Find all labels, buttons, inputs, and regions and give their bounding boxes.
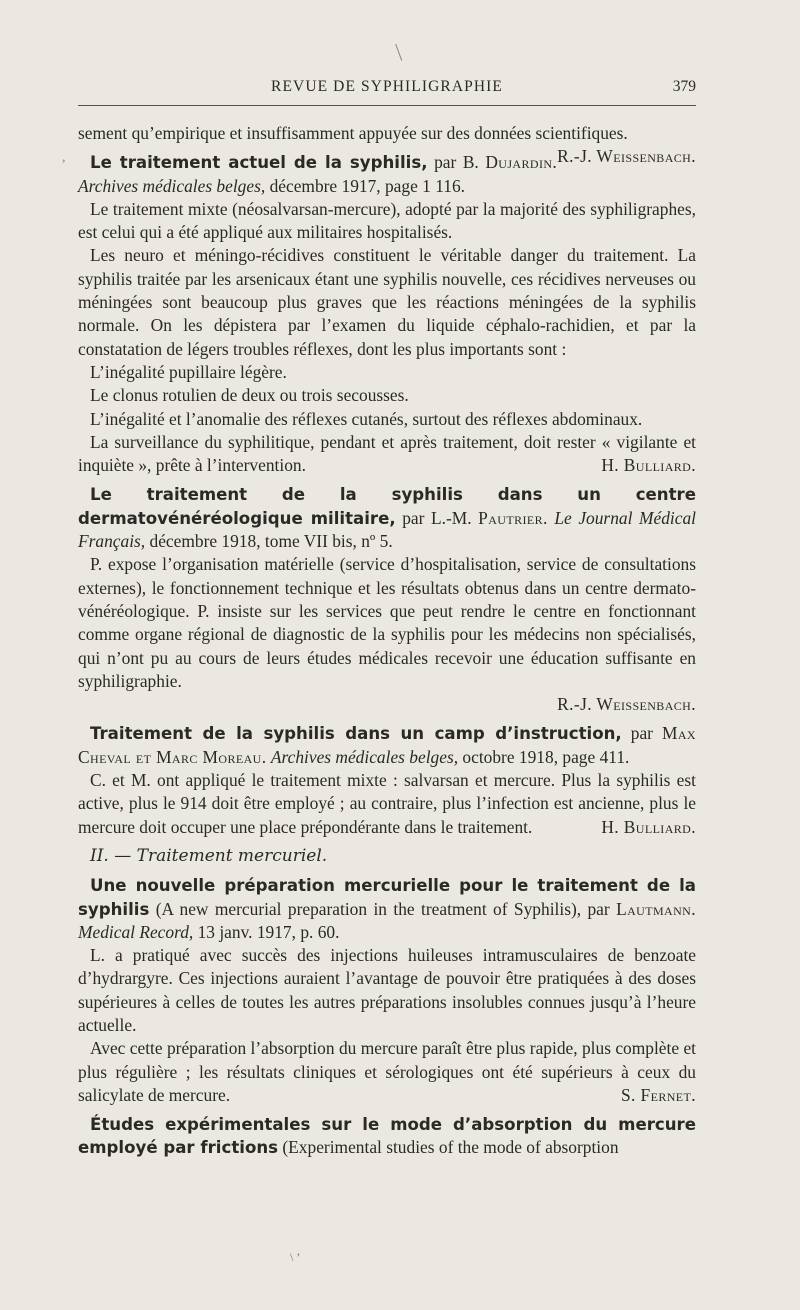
article-source: Le Journal Médical Français, bbox=[78, 507, 696, 552]
header-rule bbox=[78, 105, 696, 106]
section-heading: II. — Traitement mercuriel. bbox=[90, 845, 328, 866]
paragraph: C. et M. ont appliqué le traitement mixte : salvarsan et mercure. Plus la syphilis est active, plus le 914 doit être employé ; au contraire, plus l’infection est ancienne, plus le mercure doit occuper une place prépondérante dans le traitement. H. Bulliard. bbox=[78, 769, 696, 839]
article-title: Études expérimentales sur le mode d’absorption du mercure employé par frictions bbox=[78, 1115, 696, 1158]
article-source: Archives médicales belges, bbox=[78, 175, 266, 196]
page bbox=[78, 0, 696, 1310]
article bbox=[78, 722, 696, 838]
article-title: Le traitement actuel de la syphilis, bbox=[90, 153, 428, 173]
scan-mark: , bbox=[62, 150, 66, 165]
article-title: Traitement de la syphilis dans un camp d’instruction, bbox=[90, 724, 622, 744]
paragraph: La surveillance du syphilitique, pendant et après traitement, doit rester « vigilante et inquiète », prête à l’intervention. H. Bulliard. bbox=[78, 431, 696, 478]
page-number: 379 bbox=[672, 78, 696, 95]
article-author: Dujardin. bbox=[485, 152, 558, 173]
signature: H. Bulliard. bbox=[601, 455, 696, 476]
paragraph: L. a pratiqué avec succès des injections huileuses intramusculaires de benzoate d’hydrargyre. Ces injections auraient l’avantage de pouvoir être pratiquées à des doses supérieures à celles de toutes les autres préparations insolubles connues jusqu’à l’heure actuelle. bbox=[78, 945, 696, 1035]
paragraph: L’inégalité pupillaire légère. bbox=[90, 361, 287, 382]
page-body bbox=[78, 122, 696, 1160]
paragraph: Le traitement mixte (néosalvarsan-mercure), adopté par la majorité des syphiligraphes, est celui qui a été appliqué aux militaires hospitalisés. bbox=[78, 198, 696, 243]
article-heading: Le traitement actuel de la syphilis, par B. Dujardin. Archives médicales belges, décembre 1917, page 1 116. bbox=[78, 152, 558, 196]
article-heading: Traitement de la syphilis dans un camp d’instruction, par Max Cheval et Marc Moreau. Archives médicales belges, octobre 1918, page 411. bbox=[78, 723, 696, 767]
paragraph: P. expose l’organisation matérielle (service d’hospitalisation, service de consultations externes), le fonctionnement technique et les résultats obtenus dans un centre dermato-vénéréologique. P. insiste sur les services que peut rendre le centre en fonctionnant comme organe régional de diagnostic de la syphilis pour les médecins non spécialisés, qui n’ont pu au cours de leurs études médicales recevoir une éducation suffisante en syphiligraphie. bbox=[78, 554, 696, 691]
signature: R.-J. Weissenbach. bbox=[557, 694, 696, 715]
article bbox=[78, 1113, 696, 1160]
running-header bbox=[78, 78, 696, 100]
article-heading: Études expérimentales sur le mode d’absorption du mercure employé par frictions (Experimental studies of the mode of absorption bbox=[78, 1115, 696, 1158]
running-title: REVUE DE SYPHILIGRAPHIE bbox=[271, 78, 503, 95]
article-source: Archives médicales belges, bbox=[270, 746, 459, 767]
continuation-paragraph: sement qu’empirique et insuffisamment appuyée sur des données scientifiques. R.-J. Weissenbach. bbox=[78, 122, 696, 145]
paragraph: Le clonus rotulien de deux ou trois secousses. bbox=[90, 385, 409, 406]
article-heading: Une nouvelle préparation mercurielle pour le traitement de la syphilis (A new mercurial preparation in the treatment of Syphilis), par Lautmann. Medical Record, 13 janv. 1917, p. 60. bbox=[78, 876, 696, 942]
signature: H. Bulliard. bbox=[601, 816, 696, 837]
article bbox=[78, 151, 696, 477]
article-heading: Le traitement de la syphilis dans un centre dermatovénéréologique militaire, par L.-M. Pautrier. Le Journal Médical Français, décembre 1918, tome VII bis, nº 5. bbox=[78, 485, 696, 552]
paragraph: Avec cette préparation l’absorption du mercure paraît être plus rapide, plus complète et plus régulière ; les résultats cliniques et sérologiques ont été supérieurs à ceux du salicylate de mercure. S. Fernet. bbox=[78, 1037, 696, 1107]
signature: R.-J. Weissenbach. bbox=[557, 146, 696, 167]
article-title: Une nouvelle préparation mercurielle pour le traitement de la syphilis bbox=[78, 876, 696, 919]
article-author: Max Cheval et Marc Moreau. bbox=[78, 723, 696, 767]
article-source: Medical Record, bbox=[78, 921, 194, 942]
article-title: Le traitement de la syphilis dans un centre dermatovénéréologique militaire, bbox=[78, 485, 696, 528]
article bbox=[78, 483, 696, 716]
paragraph: Les neuro et méningo-récidives constituent le véritable danger du traitement. La syphilis traitée par les arsenicaux étant une syphilis nouvelle, ces récidives nerveuses ou méningées sont beaucoup plus graves que les réactions méningées de la syphilis normale. On les dépistera par l’examen du liquide céphalo-rachidien, et par la constatation de légers troubles réflexes, dont les plus importants sont : bbox=[78, 245, 696, 359]
article-author: Lautmann. bbox=[616, 898, 696, 919]
article bbox=[78, 874, 696, 1107]
signature: S. Fernet. bbox=[620, 1084, 696, 1105]
paragraph: L’inégalité et l’anomalie des réflexes cutanés, surtout des réflexes abdominaux. bbox=[90, 408, 643, 429]
article-author: Pautrier. bbox=[478, 507, 548, 528]
scan-mark: \ ’ bbox=[290, 1250, 301, 1264]
